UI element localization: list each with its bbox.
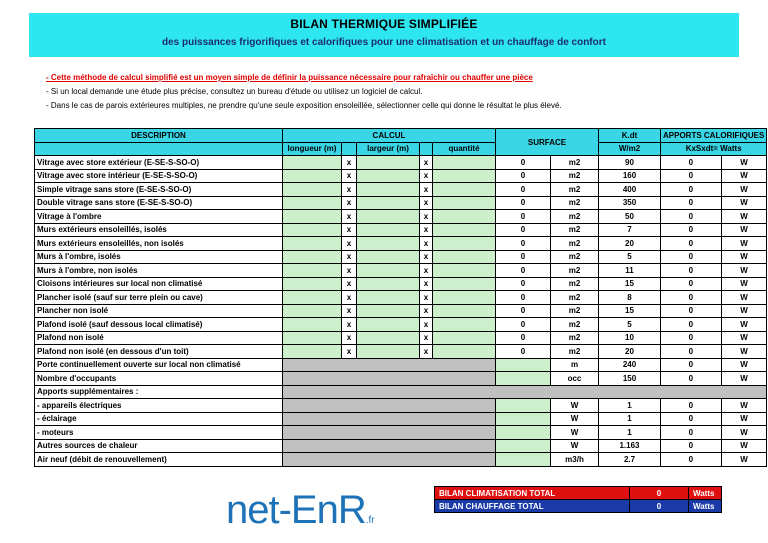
row-label: - moteurs [35,426,283,440]
surface-unit: m2 [551,291,599,305]
header-calcul: CALCUL [283,129,496,143]
row-label: Vitrage à l'ombre [35,210,283,224]
table-row [35,412,767,426]
largeur-input[interactable] [357,277,420,291]
kdt-value: 1.163 [599,439,661,453]
surface-value: 0 [496,183,551,197]
surface-value: 0 [496,223,551,237]
surface-unit: m2 [551,210,599,224]
kdt-value: 11 [599,264,661,278]
largeur-input[interactable] [357,196,420,210]
times-sign: x [342,250,357,264]
disabled-cell [283,412,496,426]
apports-unit: W [721,210,767,224]
table-row [35,223,767,237]
row-label: Murs extérieurs ensoleillés, non isolés [35,237,283,251]
apports-value: 0 [661,291,722,305]
largeur-input[interactable] [357,237,420,251]
header-x2-blank [420,142,433,156]
longueur-input[interactable] [283,196,342,210]
kdt-value: 90 [599,156,661,170]
surface-value: 0 [496,196,551,210]
times-sign: x [420,331,433,345]
kdt-value: 15 [599,304,661,318]
table-row [35,169,767,183]
apports-unit: W [721,223,767,237]
quantite-input[interactable] [433,183,496,197]
largeur-input[interactable] [357,183,420,197]
header-kdt-unit: W/m2 [599,142,661,156]
kdt-value: 150 [599,372,661,386]
kdt-value: 5 [599,250,661,264]
table-row [35,318,767,332]
row-label: Vitrage avec store intérieur (E-SE-S-SO-O) [35,169,283,183]
table-row [35,210,767,224]
apports-unit: W [721,358,767,372]
table-row [35,372,767,386]
surface-unit: m2 [551,169,599,183]
surface-unit: m2 [551,223,599,237]
kdt-value: 160 [599,169,661,183]
quantite-input[interactable] [433,156,496,170]
header-description: DESCRIPTION [35,129,283,143]
row-label: Plancher isolé (sauf sur terre plein ou cave) [35,291,283,305]
surface-value: 0 [496,250,551,264]
largeur-input[interactable] [357,169,420,183]
times-sign: x [420,237,433,251]
apports-value: 0 [661,250,722,264]
longueur-input[interactable] [283,304,342,318]
apports-value: 0 [661,156,722,170]
surface-value: 0 [496,345,551,359]
largeur-input[interactable] [357,331,420,345]
surface-unit: m2 [551,331,599,345]
totals-table [434,486,722,513]
value-input[interactable] [496,412,551,426]
apports-value: 0 [661,196,722,210]
row-label: Air neuf (débit de renouvellement) [35,453,283,467]
times-sign: x [342,291,357,305]
longueur-input[interactable] [283,250,342,264]
value-input[interactable] [496,439,551,453]
apports-unit: W [721,156,767,170]
table-row [35,250,767,264]
apports-supplementaires-label: Apports supplémentaires : [35,385,283,399]
times-sign: x [342,331,357,345]
surface-unit: m2 [551,183,599,197]
row-unit: W [551,439,599,453]
total-chauffage-value: 0 [630,500,689,513]
total-chauffage-unit: Watts [689,500,722,513]
page-subtitle: des puissances frigorifiques et calorifiques pour une climatisation et un chauffage de confort [162,37,606,48]
row-label: Plafond non isolé (en dessous d'un toit) [35,345,283,359]
quantite-input[interactable] [433,264,496,278]
total-climatisation-label: BILAN CLIMATISATION TOTAL [435,487,630,500]
apports-value: 0 [661,372,722,386]
kdt-value: 10 [599,331,661,345]
row-unit: occ [551,372,599,386]
apports-unit: W [721,250,767,264]
apports-value: 0 [661,439,722,453]
longueur-input[interactable] [283,169,342,183]
quantite-input[interactable] [433,250,496,264]
largeur-input[interactable] [357,156,420,170]
surface-value: 0 [496,156,551,170]
disabled-cell [283,453,496,467]
quantite-input[interactable] [433,291,496,305]
apports-value: 0 [661,183,722,197]
note-1: - Cette méthode de calcul simplifié est un moyen simple de définir la puissance nécessaire pour rafraîchir ou chauffer une pièce [46,73,533,82]
longueur-input[interactable] [283,183,342,197]
times-sign: x [342,169,357,183]
disabled-cell [283,385,767,399]
row-label: Plafond isolé (sauf dessous local climatisé) [35,318,283,332]
surface-value: 0 [496,318,551,332]
row-label: Cloisons intérieures sur local non climatisé [35,277,283,291]
table-row [35,237,767,251]
apports-unit: W [721,453,767,467]
times-sign: x [342,277,357,291]
value-input[interactable] [496,372,551,386]
table-row [35,331,767,345]
value-input[interactable] [496,453,551,467]
longueur-input[interactable] [283,277,342,291]
surface-unit: m2 [551,237,599,251]
longueur-input[interactable] [283,210,342,224]
apports-unit: W [721,318,767,332]
note-3: - Dans le cas de parois extérieures multiples, ne prendre qu'une seule exposition ensoleillée, sélectionner celle qui donne le résultat le plus élevé. [46,101,562,110]
value-input[interactable] [496,399,551,413]
times-sign: x [342,264,357,278]
quantite-input[interactable] [433,169,496,183]
table-row [35,196,767,210]
surface-unit: m2 [551,156,599,170]
row-unit: W [551,399,599,413]
kdt-value: 400 [599,183,661,197]
apports-unit: W [721,412,767,426]
table-row [35,399,767,413]
page-title: BILAN THERMIQUE SIMPLIFIÉE [290,17,478,31]
kdt-value: 1 [599,412,661,426]
quantite-input[interactable] [433,304,496,318]
net-enr-logo: net-EnR.fr [226,488,375,532]
kdt-value: 50 [599,210,661,224]
apports-unit: W [721,331,767,345]
times-sign: x [342,345,357,359]
apports-unit: W [721,439,767,453]
apports-value: 0 [661,304,722,318]
longueur-input[interactable] [283,264,342,278]
times-sign: x [420,183,433,197]
apports-unit: W [721,304,767,318]
apports-unit: W [721,399,767,413]
surface-value: 0 [496,264,551,278]
times-sign: x [420,304,433,318]
disabled-cell [283,426,496,440]
kdt-value: 20 [599,345,661,359]
note-2: - Si un local demande une étude plus précise, consultez un bureau d'étude ou utilisez un logiciel de calcul. [46,87,423,96]
apports-value: 0 [661,318,722,332]
times-sign: x [342,210,357,224]
table-row [35,156,767,170]
quantite-input[interactable] [433,223,496,237]
surface-value: 0 [496,277,551,291]
longueur-input[interactable] [283,345,342,359]
calc-table [34,128,767,467]
header-quantite: quantité [433,142,496,156]
disabled-cell [283,439,496,453]
header-description-blank [35,142,283,156]
surface-value: 0 [496,169,551,183]
quantite-input[interactable] [433,210,496,224]
table-row [35,183,767,197]
value-input[interactable] [496,358,551,372]
total-climatisation-value: 0 [630,487,689,500]
header-largeur: largeur (m) [357,142,420,156]
row-label: Double vitrage sans store (E-SE-S-SO-O) [35,196,283,210]
apports-unit: W [721,183,767,197]
times-sign: x [420,264,433,278]
apports-unit: W [721,264,767,278]
kdt-value: 20 [599,237,661,251]
notes [46,71,562,113]
row-label: Murs à l'ombre, isolés [35,250,283,264]
times-sign: x [420,250,433,264]
longueur-input[interactable] [283,318,342,332]
row-label: Murs extérieurs ensoleillés, isolés [35,223,283,237]
quantite-input[interactable] [433,277,496,291]
apports-unit: W [721,372,767,386]
times-sign: x [342,156,357,170]
apports-supplementaires-row [35,385,767,399]
kdt-value: 7 [599,223,661,237]
value-input[interactable] [496,426,551,440]
surface-unit: m2 [551,304,599,318]
row-label: Plafond non isolé [35,331,283,345]
times-sign: x [420,345,433,359]
quantite-input[interactable] [433,345,496,359]
apports-value: 0 [661,169,722,183]
apports-value: 0 [661,412,722,426]
largeur-input[interactable] [357,250,420,264]
total-climatisation-row [435,487,722,500]
table-row [35,291,767,305]
largeur-input[interactable] [357,318,420,332]
times-sign: x [420,223,433,237]
kdt-value: 15 [599,277,661,291]
kdt-value: 350 [599,196,661,210]
table-row [35,358,767,372]
longueur-input[interactable] [283,237,342,251]
apports-value: 0 [661,358,722,372]
apports-value: 0 [661,331,722,345]
times-sign: x [342,223,357,237]
times-sign: x [420,156,433,170]
longueur-input[interactable] [283,223,342,237]
surface-value: 0 [496,237,551,251]
row-label: Porte continuellement ouverte sur local non climatisé [35,358,283,372]
row-label: Plancher non isolé [35,304,283,318]
apports-unit: W [721,277,767,291]
longueur-input[interactable] [283,291,342,305]
quantite-input[interactable] [433,196,496,210]
row-label: Simple vitrage sans store (E-SE-S-SO-O) [35,183,283,197]
table-row [35,304,767,318]
apports-value: 0 [661,426,722,440]
times-sign: x [342,196,357,210]
total-chauffage-label: BILAN CHAUFFAGE TOTAL [435,500,630,513]
surface-unit: m2 [551,264,599,278]
apports-unit: W [721,169,767,183]
surface-unit: m2 [551,345,599,359]
apports-value: 0 [661,277,722,291]
kdt-value: 2.7 [599,453,661,467]
surface-unit: m2 [551,277,599,291]
header-surface: SURFACE [496,129,599,156]
title-banner [29,13,739,57]
surface-value: 0 [496,210,551,224]
largeur-input[interactable] [357,210,420,224]
longueur-input[interactable] [283,156,342,170]
row-label: Autres sources de chaleur [35,439,283,453]
row-label: Nombre d'occupants [35,372,283,386]
times-sign: x [420,291,433,305]
row-unit: m3/h [551,453,599,467]
surface-unit: m2 [551,318,599,332]
largeur-input[interactable] [357,223,420,237]
table-row [35,277,767,291]
row-unit: m [551,358,599,372]
surface-value: 0 [496,291,551,305]
table-row [35,426,767,440]
table-row [35,453,767,467]
times-sign: x [342,237,357,251]
kdt-value: 8 [599,291,661,305]
apports-value: 0 [661,345,722,359]
quantite-input[interactable] [433,331,496,345]
longueur-input[interactable] [283,331,342,345]
times-sign: x [420,196,433,210]
apports-unit: W [721,291,767,305]
row-unit: W [551,426,599,440]
header-apports-formula: KxSxdt= Watts [661,142,767,156]
row-label: - appareils électriques [35,399,283,413]
table-row [35,439,767,453]
apports-unit: W [721,237,767,251]
times-sign: x [342,183,357,197]
surface-value: 0 [496,304,551,318]
disabled-cell [283,372,496,386]
table-row [35,345,767,359]
table-row [35,264,767,278]
apports-value: 0 [661,210,722,224]
apports-unit: W [721,196,767,210]
row-unit: W [551,412,599,426]
surface-value: 0 [496,331,551,345]
times-sign: x [342,318,357,332]
header-longueur: longueur (m) [283,142,342,156]
header-kdt: K.dt [599,129,661,143]
disabled-cell [283,399,496,413]
apports-value: 0 [661,237,722,251]
total-chauffage-row [435,500,722,513]
kdt-value: 240 [599,358,661,372]
times-sign: x [342,304,357,318]
row-label: Murs à l'ombre, non isolés [35,264,283,278]
header-x1-blank [342,142,357,156]
times-sign: x [420,318,433,332]
kdt-value: 1 [599,399,661,413]
times-sign: x [420,277,433,291]
apports-value: 0 [661,453,722,467]
quantite-input[interactable] [433,318,496,332]
surface-unit: m2 [551,250,599,264]
apports-unit: W [721,345,767,359]
row-label: - éclairage [35,412,283,426]
apports-value: 0 [661,223,722,237]
kdt-value: 5 [599,318,661,332]
largeur-input[interactable] [357,345,420,359]
row-label: Vitrage avec store extérieur (E-SE-S-SO-O) [35,156,283,170]
surface-unit: m2 [551,196,599,210]
largeur-input[interactable] [357,264,420,278]
total-climatisation-unit: Watts [689,487,722,500]
apports-value: 0 [661,399,722,413]
apports-value: 0 [661,264,722,278]
disabled-cell [283,358,496,372]
times-sign: x [420,169,433,183]
largeur-input[interactable] [357,304,420,318]
largeur-input[interactable] [357,291,420,305]
header-apports: APPORTS CALORIFIQUES [661,129,767,143]
apports-unit: W [721,426,767,440]
quantite-input[interactable] [433,237,496,251]
kdt-value: 1 [599,426,661,440]
times-sign: x [420,210,433,224]
